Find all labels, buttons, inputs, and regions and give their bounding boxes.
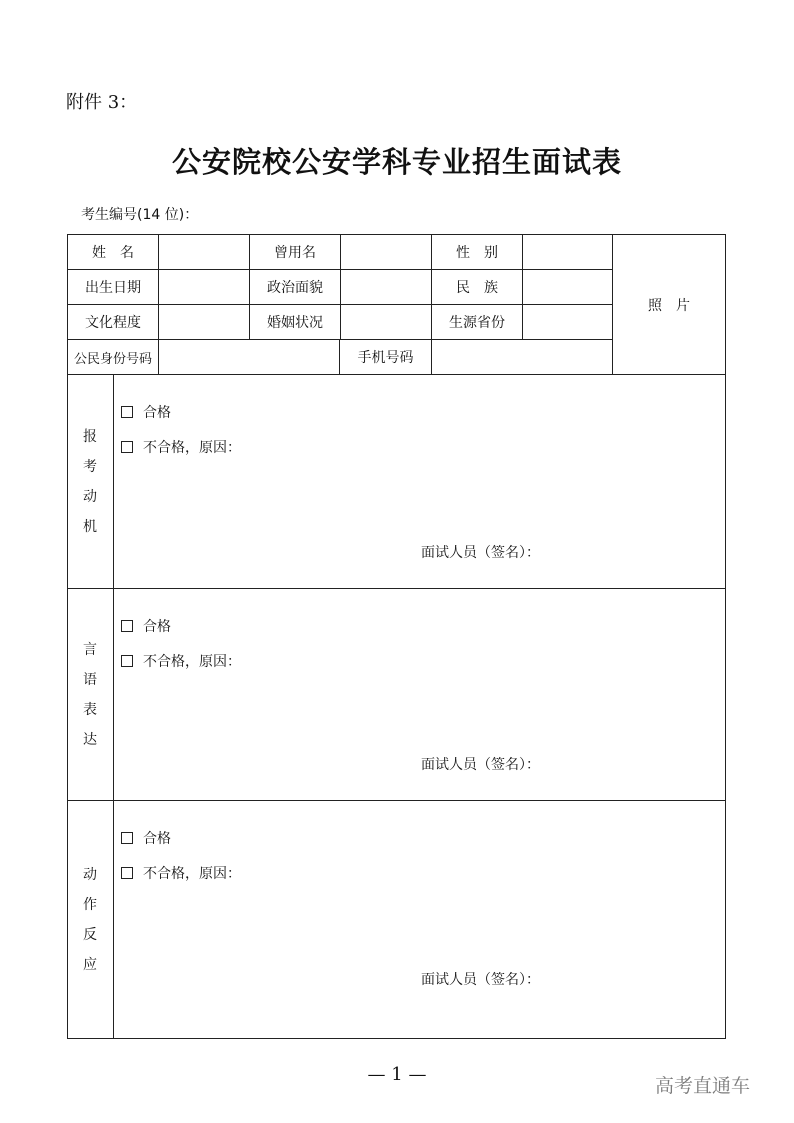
section-label-char: 表	[83, 701, 97, 718]
table-column-divider	[340, 234, 341, 339]
birth-date-label: 出生日期	[85, 280, 141, 296]
section-divider	[67, 588, 726, 589]
table-column-divider	[431, 339, 432, 374]
section-label-char: 报	[83, 428, 97, 445]
marital-status-label: 婚姻状况	[267, 315, 323, 331]
checkbox-icon[interactable]	[121, 406, 133, 418]
checkbox-icon[interactable]	[121, 867, 133, 879]
section-label-char: 反	[83, 926, 97, 943]
fail-option[interactable]	[121, 437, 241, 457]
form-title: 公安院校公安学科专业招生面试表	[171, 145, 622, 179]
interviewer-signature-label: 面试人员（签名）：	[421, 972, 540, 988]
exam-number-label: 考生编号(14 位)：	[81, 207, 199, 223]
section-label-char: 达	[83, 731, 97, 748]
section-label-char: 机	[83, 518, 97, 535]
pass-option[interactable]	[121, 402, 171, 422]
pass-option[interactable]	[121, 616, 171, 636]
photo-label: 照 片	[648, 297, 690, 314]
pass-option-label: 合格	[143, 831, 171, 847]
mobile-number-label: 手机号码	[357, 350, 414, 366]
interview-form-table	[67, 234, 726, 1039]
citizen-id-label: 公民身份号码	[73, 351, 152, 367]
interviewer-signature-label: 面试人员（签名）：	[421, 757, 540, 773]
watermark-text: 高考直通车	[655, 1075, 751, 1097]
section-label-char: 言	[83, 641, 97, 658]
pass-option-label: 合格	[143, 619, 171, 635]
attachment-label: 附件 3：	[66, 92, 138, 113]
section-divider	[67, 800, 726, 801]
table-border-bottom	[67, 1038, 726, 1039]
pass-option-label: 合格	[143, 405, 171, 421]
interviewer-signature-label: 面试人员（签名）：	[421, 545, 540, 561]
section-label-char: 应	[83, 956, 97, 973]
section-label-motor-reaction	[67, 801, 113, 1038]
section-label-char: 动	[83, 866, 97, 883]
section-label-application-motivation	[67, 375, 113, 588]
section-label-char: 考	[83, 458, 97, 475]
table-row-divider	[67, 374, 726, 375]
pass-option[interactable]	[121, 828, 171, 848]
ethnicity-label: 民 族	[456, 280, 498, 296]
former-name-label: 曾用名	[274, 245, 316, 261]
checkbox-icon[interactable]	[121, 620, 133, 632]
fail-option[interactable]	[121, 651, 241, 671]
gender-label: 性 别	[456, 245, 498, 261]
table-border-right	[725, 234, 726, 1039]
name-label: 姓 名	[92, 245, 134, 261]
section-label-column-divider	[113, 374, 114, 1039]
fail-option-label: 不合格，原因：	[143, 866, 241, 882]
section-label-char: 动	[83, 488, 97, 505]
fail-option-label: 不合格，原因：	[143, 440, 241, 456]
table-column-divider	[158, 339, 159, 374]
political-status-label: 政治面貌	[267, 280, 323, 296]
section-label-verbal-expression	[67, 589, 113, 800]
table-column-divider	[158, 234, 159, 339]
checkbox-icon[interactable]	[121, 441, 133, 453]
fail-option-label: 不合格，原因：	[143, 654, 241, 670]
page-number: — 1 —	[367, 1064, 427, 1085]
checkbox-icon[interactable]	[121, 832, 133, 844]
source-province-label: 生源省份	[449, 315, 505, 331]
fail-option[interactable]	[121, 863, 241, 883]
checkbox-icon[interactable]	[121, 655, 133, 667]
table-column-divider	[522, 234, 523, 339]
section-label-char: 作	[83, 896, 97, 913]
education-level-label: 文化程度	[85, 315, 141, 331]
section-label-char: 语	[83, 671, 97, 688]
